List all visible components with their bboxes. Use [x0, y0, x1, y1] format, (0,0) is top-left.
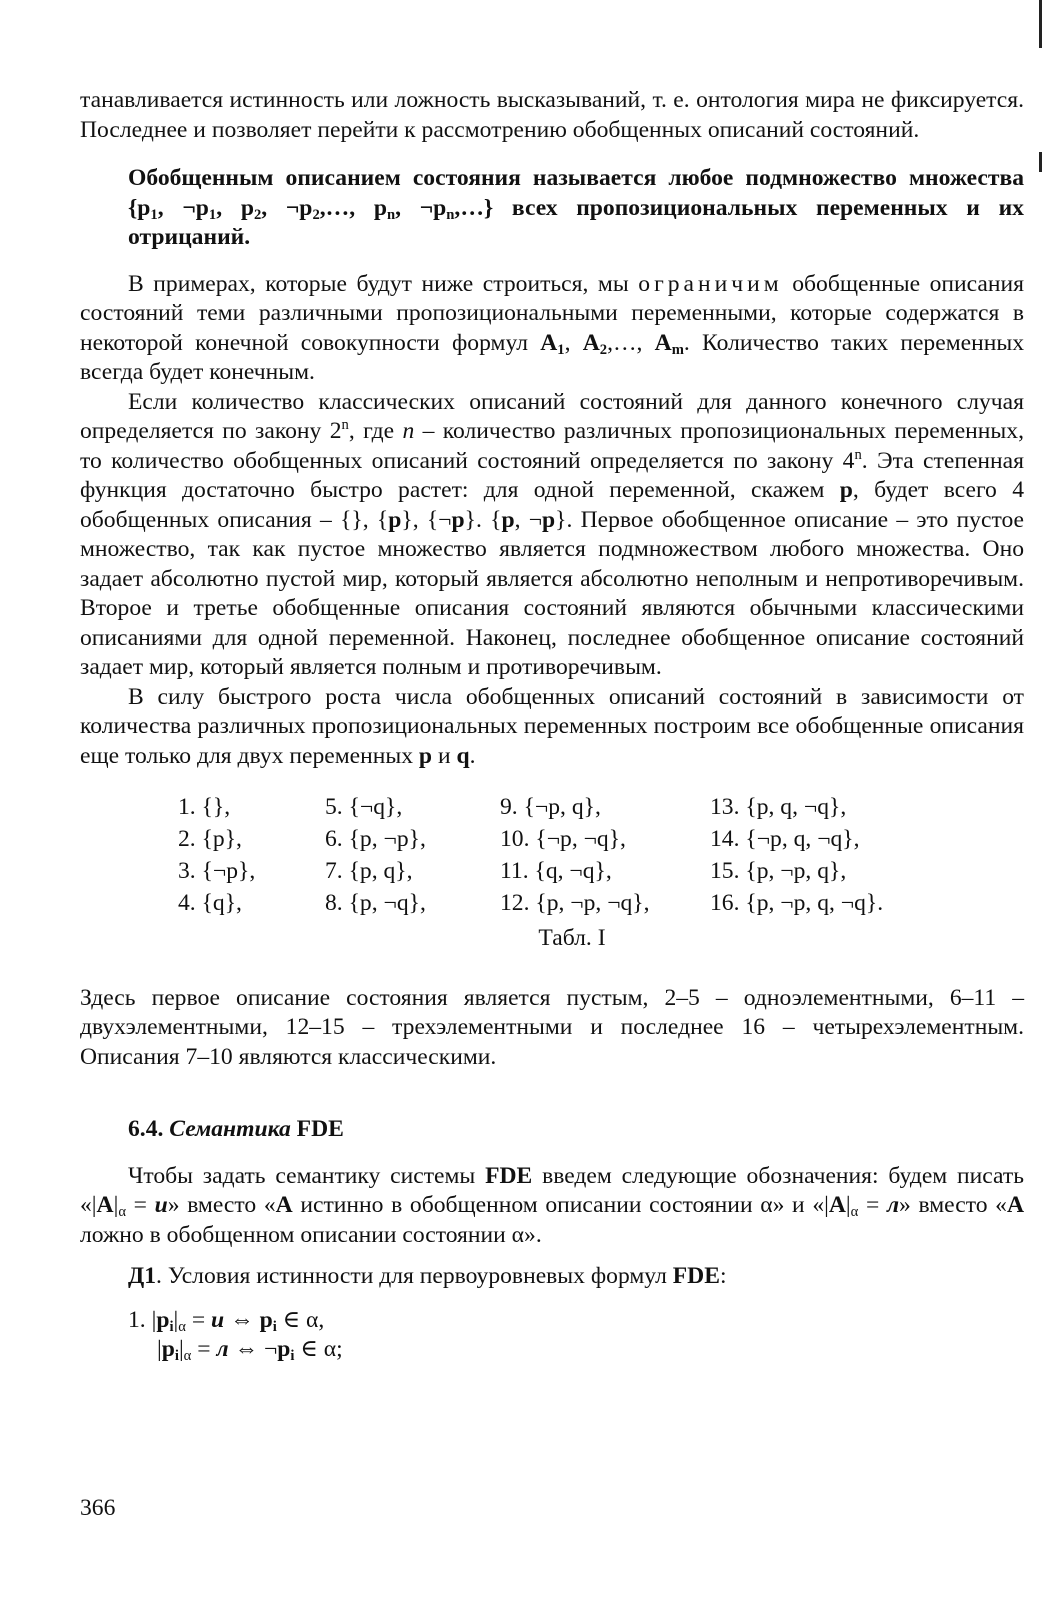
- count-paragraph: Если количество классических описаний состояний для данного конечного случая определяется по закону 2$^n$, где n – количество различных пропозициональных переменных, то количество обобщенных описаний состояний определяется по закону 4$^n$. Эта степенная функция достаточно быстро растет: для одной переменной, скажем p, будет всего 4 обобщенных описания – {}, {p}, {¬p}. {p, ¬p}. Первое обобщенное описание – это пустое множество, так как пустое множество является подмножеством любого множества. Оно задает абсолютно пустой мир, который является абсолютно неполным и непротиворечивым. Второе и третье обобщенные описания состояний являются обычными классическими описаниями для одной переменной. Наконец, последнее обобщенное описание состояний задает мир, который является полным и противоречивым.: [80, 388, 1025, 680]
- table-cell: 14. {¬p, q, ¬q},: [710, 826, 860, 852]
- table-cell: 13. {p, q, ¬q},: [710, 794, 847, 820]
- section-heading: 6.4. Семантика FDE: [128, 1116, 344, 1142]
- semantics-paragraph: Чтобы задать семантику системы FDE введем следующие обозначения: будем писать «$|A|_\alpha = и$» вместо «A истинно в обобщенном описании состоянии α» и «$|A|_\alpha = л$» вместо «A ложно в обобщенном описании состоянии α».: [80, 1162, 1025, 1248]
- table-cell: 11. {q, ¬q},: [500, 858, 612, 884]
- table-cell: 3. {¬p},: [178, 858, 256, 884]
- table-cell: 5. {¬q},: [325, 794, 403, 820]
- descriptions-table: [178, 792, 1024, 918]
- table-cell: 10. {¬p, ¬q},: [500, 826, 626, 852]
- table-cell: 12. {p, ¬p, ¬q},: [500, 890, 650, 916]
- table-cell: 2. {p},: [178, 826, 242, 852]
- table-cell: 8. {p, ¬q},: [325, 890, 426, 916]
- table-cell: 6. {p, ¬p},: [325, 826, 426, 852]
- conditions-paragraph: Д1. Условия истинности для первоуровневых формул FDE:: [128, 1263, 727, 1289]
- intro-paragraph: танавливается истинность или ложность высказываний, т. е. онтология мира не фиксируется. Последнее и позволяет перейти к рассмотрению обобщенных описаний состояний.: [80, 87, 1024, 143]
- formula-line-false: $|p_i|_\alpha = л$ ⇔ $\neg p_i$ ∈ α;: [157, 1336, 343, 1364]
- table-cell: 4. {q},: [178, 890, 242, 916]
- table-cell: 16. {p, ¬p, q, ¬q}.: [710, 890, 884, 916]
- page-body: [80, 86, 1024, 1365]
- table-cell: 7. {p, q},: [325, 858, 413, 884]
- table-cell: 9. {¬p, q},: [500, 794, 601, 820]
- margin-mark-middle: [1039, 152, 1042, 172]
- summary-paragraph: Здесь первое описание состояния является пустым, 2–5 – одноэлементными, 6–11 – двухэлементными, 12–15 – трехэлементными и последнее 16 – четырехэлементным. Описания 7–10 являются классическими.: [80, 984, 1024, 1070]
- page-number: 366: [80, 1495, 116, 1521]
- table-cell: 15. {p, ¬p, q},: [710, 858, 847, 884]
- growth-paragraph: В силу быстрого роста числа обобщенных описаний состояний в зависимости от количества различных пропозициональных переменных построим все обобщенные описания еще только для двух переменных p и q.: [80, 683, 1024, 769]
- formula-line-true: 1. $|p_i|_\alpha = и$ ⇔ $p_i$ ∈ α,: [128, 1306, 325, 1335]
- margin-mark-top: [1039, 0, 1042, 48]
- examples-paragraph: В примерах, которые будут ниже строиться, мы ограничим обобщенные описания состояний теми различными пропозициональными переменными, которые содержатся в некоторой конечной совокупности формул $A_1$, $A_2,\dots$, $A_m$. Количество таких переменных всегда будет конечным.: [80, 270, 1025, 385]
- definition-paragraph: Обобщенным описанием состояния называется любое подмножество множества {$p_1$, $\neg p_1$, $p_2$, $\neg p_2,\dots$, $p_n$, $\neg p_n,\dots$} всех пропозициональных переменных и их отрицаний.: [128, 165, 1024, 250]
- table-caption: Табл. I: [538, 925, 606, 951]
- table-cell: 1. {},: [178, 794, 231, 820]
- truth-condition-formula: [128, 1306, 1024, 1365]
